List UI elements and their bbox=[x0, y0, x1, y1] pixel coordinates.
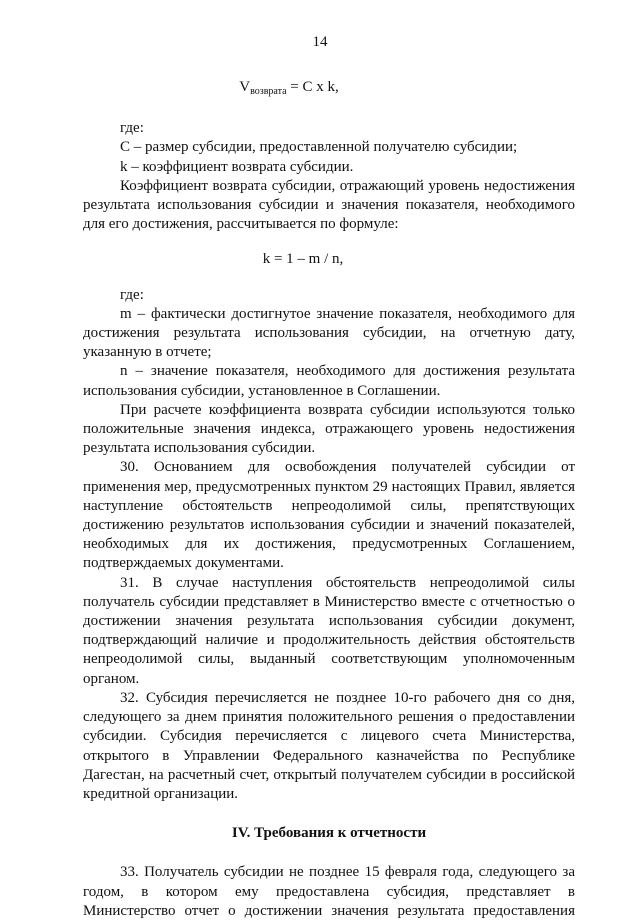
positive-values-paragraph: При расчете коэффициента возврата субсидии используются только положительные значения индекса, отражающего уровень недостижения результата использования субсидии. bbox=[83, 401, 575, 457]
formula-return-volume bbox=[139, 78, 439, 101]
where-label-1: где: bbox=[120, 120, 144, 137]
formula-lhs: V bbox=[239, 79, 251, 95]
page-number: 14 bbox=[312, 34, 328, 50]
page-content bbox=[83, 78, 575, 921]
paragraph-32: 32. Субсидия перечисляется не позднее 10-го рабочего дня со дня, следующего за днем принятия положительного решения о предоставлении субсидии. Субсидия перечисляется с лицевого счета Министерства, открытого в Управлении Федерального казначейства по Республике Дагестан, на расчетный счет, открытый получателем субсидии в российской кредитной организации. bbox=[83, 689, 575, 802]
coefficient-paragraph: Коэффициент возврата субсидии, отражающий уровень недостижения результата использования субсидии и значения показателя, необходимого для его достижения, рассчитывается по формуле: bbox=[83, 177, 575, 233]
section-heading: IV. Требования к отчетности bbox=[231, 825, 427, 842]
definition-m: m – фактически достигнутое значение показателя, необходимого для достижения результата использования субсидии, на отчетную дату, указанную в отчете; bbox=[83, 305, 575, 361]
definition-n: n – значение показателя, необходимого для достижения результата использования субсидии, установленное в Соглашении. bbox=[83, 363, 575, 399]
formula-subscript: возврата bbox=[250, 86, 287, 97]
definition-k: k – коэффициент возврата субсидии. bbox=[120, 158, 354, 175]
paragraph-31: 31. В случае наступления обстоятельств непреодолимой силы получатель субсидии представляет в Министерство вместе с отчетностью о достижении значения результата использования субсидии документ, подтверждающий наличие и продолжительность действия обстоятельств непреодолимой силы, выданный соответствующим уполномоченным органом. bbox=[83, 574, 575, 687]
definition-c: C – размер субсидии, предоставленной получателю субсидии; bbox=[120, 139, 518, 156]
where-label-2: где: bbox=[120, 286, 144, 303]
formula-rhs: = C x k, bbox=[286, 79, 339, 95]
formula-coefficient: k = 1 – m / n, bbox=[262, 251, 344, 268]
paragraph-33: 33. Получатель субсидии не позднее 15 февраля года, следующего за годом, в котором ему предоставлена субсидия, представляет в Министерство отчет о достижении значения результата предоставления bbox=[83, 864, 575, 919]
paragraph-30: 30. Основанием для освобождения получателей субсидии от применения мер, предусмотренных пунктом 29 настоящих Правил, является наступление обстоятельств непреодолимой силы, препятствующих достижению результатов использования субсидии и значений показателей, необходимых для их достижения, предусмотренных Соглашением, подтверждаемых документами. bbox=[83, 459, 575, 572]
